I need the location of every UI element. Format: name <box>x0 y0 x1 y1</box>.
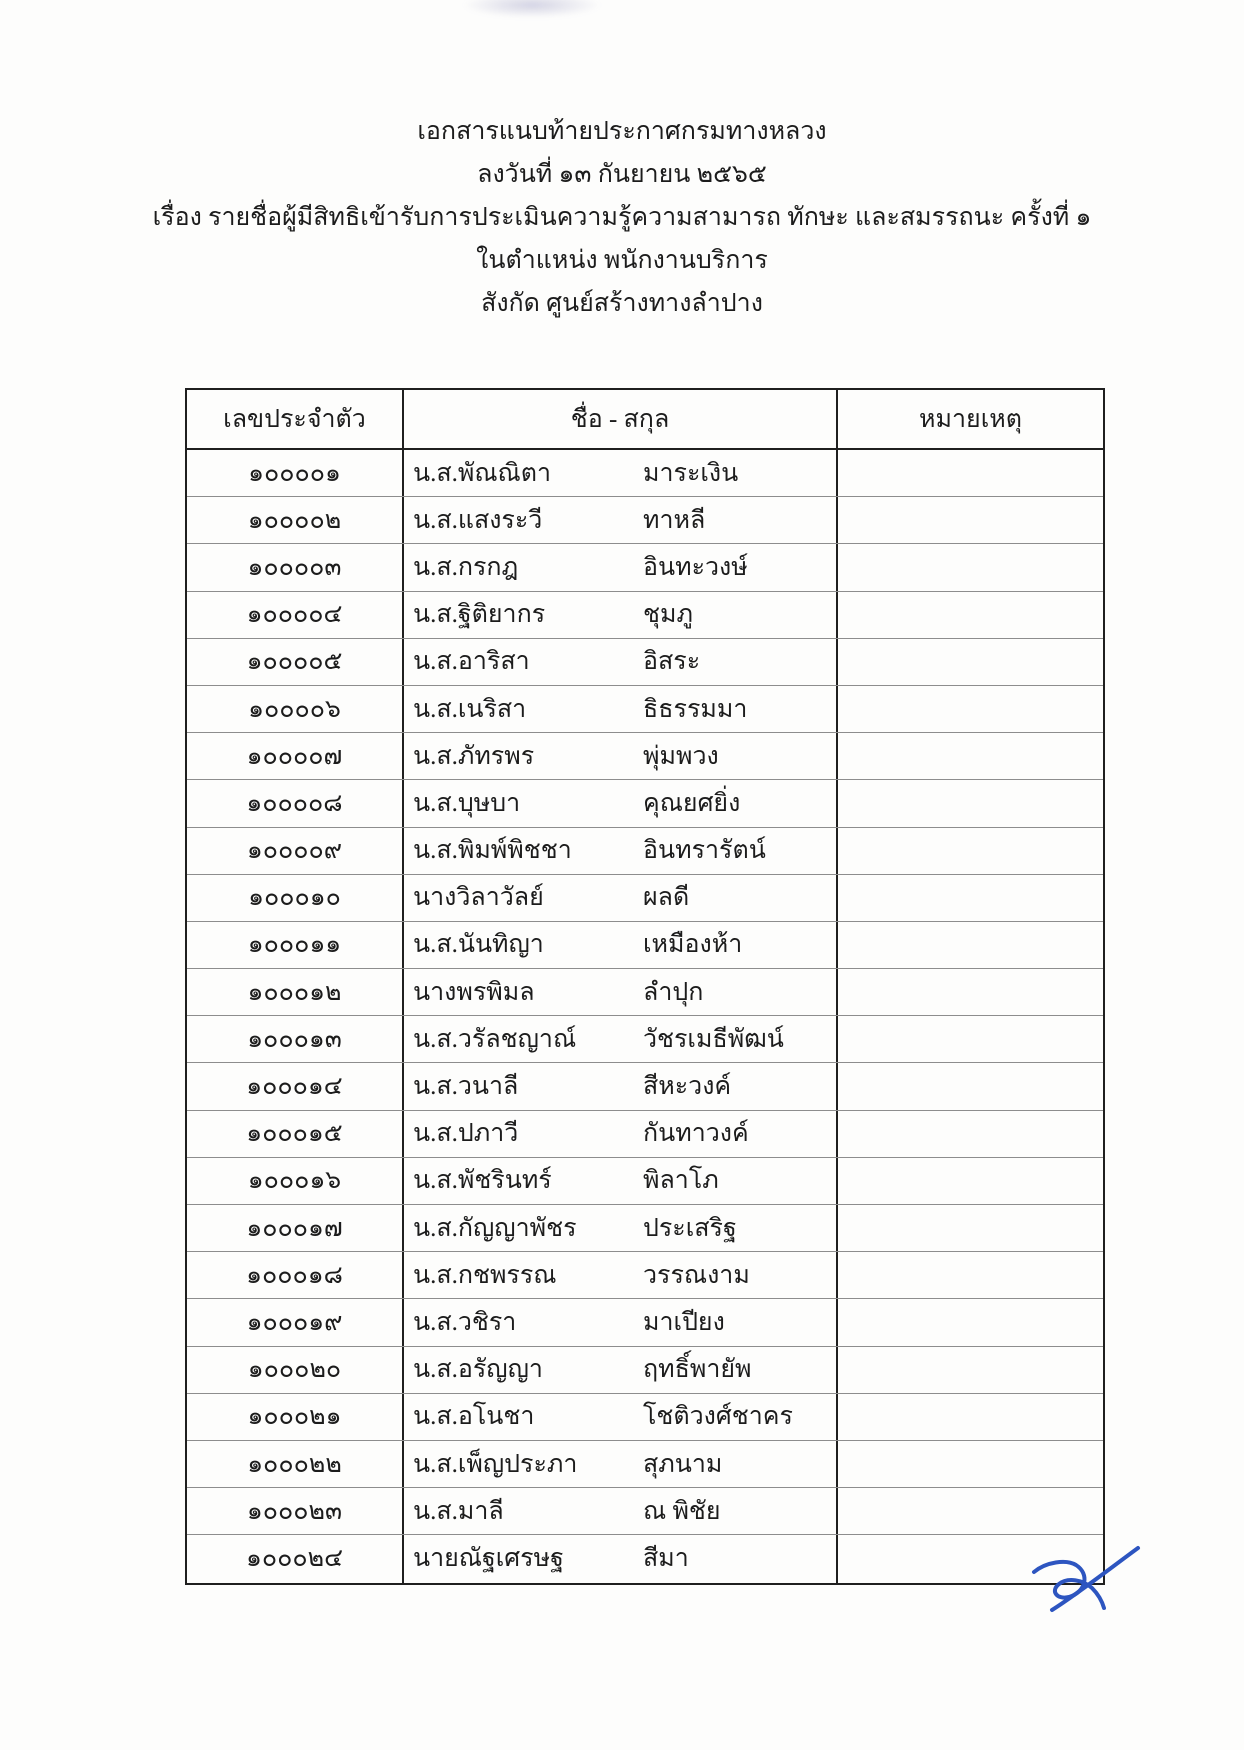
candidate-remark <box>838 639 1103 685</box>
table-row <box>187 828 1103 875</box>
candidate-last-name: พุ่มพวง <box>643 742 719 770</box>
candidate-first-name: น.ส.พัชรินทร์ <box>413 1167 552 1195</box>
candidate-remark <box>838 733 1103 779</box>
candidate-last-name: ธิธรรมมา <box>643 695 748 723</box>
candidate-last-name: มาระเงิน <box>643 459 739 487</box>
candidate-last-name: อินทรารัตน์ <box>643 837 766 865</box>
candidate-name <box>404 1347 838 1393</box>
candidate-name <box>404 922 838 968</box>
candidate-remark <box>838 450 1103 496</box>
candidate-remark <box>838 969 1103 1015</box>
candidate-name <box>404 780 838 826</box>
candidate-first-name: นางวิลาวัลย์ <box>413 884 544 912</box>
table-body <box>187 450 1103 1583</box>
candidate-id: ๑๐๐๐๐๑ <box>187 450 404 496</box>
column-header-id: เลขประจำตัว <box>187 390 404 448</box>
candidate-id: ๑๐๐๐๐๖ <box>187 686 404 732</box>
candidate-name <box>404 969 838 1015</box>
candidate-last-name: เหมืองห้า <box>643 931 743 959</box>
candidate-id: ๑๐๐๐๑๖ <box>187 1158 404 1204</box>
candidate-last-name: กันทาวงค์ <box>643 1120 749 1148</box>
candidate-name <box>404 1252 838 1298</box>
table-row <box>187 1158 1103 1205</box>
document-title: เอกสารแนบท้ายประกาศกรมทางหลวง <box>417 118 827 145</box>
candidate-first-name: น.ส.อโนชา <box>413 1403 535 1431</box>
table-row <box>187 592 1103 639</box>
candidate-first-name: น.ส.มาลี <box>413 1497 504 1525</box>
candidate-first-name: น.ส.แสงระวี <box>413 506 543 534</box>
candidate-name <box>404 1488 838 1534</box>
candidate-last-name: โชติวงศ์ชาคร <box>643 1403 793 1431</box>
candidate-remark <box>838 1347 1103 1393</box>
candidate-first-name: น.ส.นันทิญา <box>413 931 544 959</box>
table-row <box>187 1488 1103 1535</box>
candidate-last-name: อินทะวงษ์ <box>643 553 748 581</box>
table-row <box>187 1252 1103 1299</box>
candidate-remark <box>838 1111 1103 1157</box>
table-row <box>187 1111 1103 1158</box>
candidate-first-name: น.ส.ฐิติยากร <box>413 601 546 629</box>
candidate-first-name: นายณัฐเศรษฐ <box>413 1545 564 1573</box>
candidate-last-name: ชุมภู <box>643 601 693 629</box>
column-header-remark: หมายเหตุ <box>919 406 1022 433</box>
candidate-table <box>185 388 1105 1585</box>
document-header <box>0 110 1244 325</box>
table-row <box>187 969 1103 1016</box>
candidate-remark <box>838 1158 1103 1204</box>
candidate-name <box>404 1111 838 1157</box>
scan-smudge-artifact <box>462 0 602 18</box>
candidate-id: ๑๐๐๐๑๑ <box>187 922 404 968</box>
candidate-remark <box>838 592 1103 638</box>
candidate-name <box>404 828 838 874</box>
candidate-remark <box>838 1205 1103 1251</box>
candidate-id: ๑๐๐๐๑๙ <box>187 1299 404 1345</box>
table-row <box>187 639 1103 686</box>
candidate-id: ๑๐๐๐๐๗ <box>187 733 404 779</box>
candidate-name <box>404 875 838 921</box>
candidate-remark <box>838 875 1103 921</box>
candidate-first-name: น.ส.พิมพ์พิชชา <box>413 837 572 865</box>
candidate-id: ๑๐๐๐๑๒ <box>187 969 404 1015</box>
candidate-first-name: น.ส.วนาลี <box>413 1073 519 1101</box>
candidate-name <box>404 1394 838 1440</box>
table-header-row <box>187 390 1103 450</box>
candidate-id: ๑๐๐๐๑๘ <box>187 1252 404 1298</box>
candidate-last-name: วัชรเมธีพัฒน์ <box>643 1025 784 1053</box>
candidate-first-name: น.ส.วชิรา <box>413 1308 517 1336</box>
table-row <box>187 922 1103 969</box>
table-row <box>187 1205 1103 1252</box>
table-row <box>187 544 1103 591</box>
candidate-first-name: น.ส.เนริสา <box>413 695 527 723</box>
table-row <box>187 1063 1103 1110</box>
candidate-remark <box>838 1488 1103 1534</box>
table-row <box>187 875 1103 922</box>
candidate-remark <box>838 686 1103 732</box>
candidate-remark <box>838 1441 1103 1487</box>
candidate-first-name: น.ส.พัณณิตา <box>413 459 551 487</box>
candidate-id: ๑๐๐๐๑๔ <box>187 1063 404 1109</box>
candidate-first-name: น.ส.วรัลชญาณ์ <box>413 1025 577 1053</box>
candidate-id: ๑๐๐๐๐๒ <box>187 497 404 543</box>
candidate-last-name: สีหะวงค์ <box>643 1073 732 1101</box>
candidate-first-name: น.ส.กชพรรณ <box>413 1261 557 1289</box>
candidate-remark <box>838 922 1103 968</box>
candidate-last-name: ประเสริฐ <box>643 1214 737 1242</box>
table-row <box>187 450 1103 497</box>
candidate-remark <box>838 1252 1103 1298</box>
candidate-name <box>404 1158 838 1204</box>
table-row <box>187 1299 1103 1346</box>
candidate-last-name: พิลาโภ <box>643 1167 719 1195</box>
candidate-id: ๑๐๐๐๑๓ <box>187 1016 404 1062</box>
candidate-last-name: มาเปียง <box>643 1308 725 1336</box>
candidate-last-name: วรรณงาม <box>643 1261 750 1289</box>
document-subject-line: เรื่อง รายชื่อผู้มีสิทธิเข้ารับการประเมินความรู้ความสามารถ ทักษะ และสมรรถนะ ครั้งที่ ๑ <box>152 204 1092 231</box>
candidate-name <box>404 733 838 779</box>
candidate-first-name: น.ส.อาริสา <box>413 648 530 676</box>
signature-loop-stroke <box>1034 1562 1104 1608</box>
candidate-last-name: ฤทธิ์พายัพ <box>643 1356 752 1384</box>
candidate-first-name: น.ส.เพ็ญประภา <box>413 1450 578 1478</box>
candidate-id: ๑๐๐๐๒๔ <box>187 1535 404 1582</box>
candidate-id: ๑๐๐๐๐๕ <box>187 639 404 685</box>
candidate-id: ๑๐๐๐๐๔ <box>187 592 404 638</box>
candidate-name <box>404 1299 838 1345</box>
candidate-id: ๑๐๐๐๑๐ <box>187 875 404 921</box>
table-row <box>187 1535 1103 1582</box>
table-row <box>187 780 1103 827</box>
document-date-line: ลงวันที่ ๑๓ กันยายน ๒๕๖๕ <box>477 161 767 188</box>
blue-ink-signature <box>1012 1540 1172 1625</box>
candidate-last-name: อิสระ <box>643 648 701 676</box>
table-row <box>187 1441 1103 1488</box>
candidate-id: ๑๐๐๐๐๓ <box>187 544 404 590</box>
candidate-first-name: น.ส.ภัทรพร <box>413 742 535 770</box>
candidate-id: ๑๐๐๐๑๗ <box>187 1205 404 1251</box>
candidate-name <box>404 497 838 543</box>
candidate-last-name: ผลดี <box>643 884 690 912</box>
candidate-name <box>404 1063 838 1109</box>
candidate-remark <box>838 780 1103 826</box>
candidate-last-name: ทาหลี <box>643 506 706 534</box>
candidate-id: ๑๐๐๐๒๑ <box>187 1394 404 1440</box>
candidate-name <box>404 1016 838 1062</box>
candidate-remark <box>838 544 1103 590</box>
table-row <box>187 733 1103 780</box>
candidate-name <box>404 450 838 496</box>
candidate-id: ๑๐๐๐๑๕ <box>187 1111 404 1157</box>
candidate-remark <box>838 1299 1103 1345</box>
column-header-name: ชื่อ - สกุล <box>404 390 838 448</box>
table-row <box>187 1347 1103 1394</box>
candidate-last-name: สีมา <box>643 1545 689 1573</box>
candidate-name <box>404 592 838 638</box>
candidate-id: ๑๐๐๐๐๙ <box>187 828 404 874</box>
candidate-name <box>404 1441 838 1487</box>
table-row <box>187 686 1103 733</box>
candidate-first-name: น.ส.กัญญาพัชร <box>413 1214 577 1242</box>
candidate-name <box>404 1535 838 1582</box>
candidate-remark <box>838 497 1103 543</box>
candidate-first-name: น.ส.บุษบา <box>413 789 521 817</box>
candidate-remark <box>838 1016 1103 1062</box>
candidate-last-name: สุภนาม <box>643 1450 723 1478</box>
candidate-last-name: ลำปุก <box>643 978 704 1006</box>
candidate-remark <box>838 828 1103 874</box>
candidate-remark <box>838 1394 1103 1440</box>
candidate-name <box>404 686 838 732</box>
candidate-last-name: คุณยศยิ่ง <box>643 789 741 817</box>
candidate-id: ๑๐๐๐๒๒ <box>187 1441 404 1487</box>
candidate-id: ๑๐๐๐๐๘ <box>187 780 404 826</box>
candidate-name <box>404 1205 838 1251</box>
document-affiliation-line: สังกัด ศูนย์สร้างทางลำปาง <box>481 290 763 317</box>
candidate-last-name: ณ พิชัย <box>643 1497 721 1525</box>
candidate-first-name: นางพรพิมล <box>413 978 535 1006</box>
document-position-line: ในตำแหน่ง พนักงานบริการ <box>476 247 768 274</box>
candidate-id: ๑๐๐๐๒๓ <box>187 1488 404 1534</box>
table-row <box>187 497 1103 544</box>
table-row <box>187 1394 1103 1441</box>
candidate-name <box>404 544 838 590</box>
candidate-first-name: น.ส.อรัญญา <box>413 1356 543 1384</box>
candidate-name <box>404 639 838 685</box>
candidate-remark <box>838 1063 1103 1109</box>
table-row <box>187 1016 1103 1063</box>
candidate-first-name: น.ส.กรกฎ <box>413 553 519 581</box>
candidate-id: ๑๐๐๐๒๐ <box>187 1347 404 1393</box>
candidate-first-name: น.ส.ปภาวี <box>413 1120 519 1148</box>
